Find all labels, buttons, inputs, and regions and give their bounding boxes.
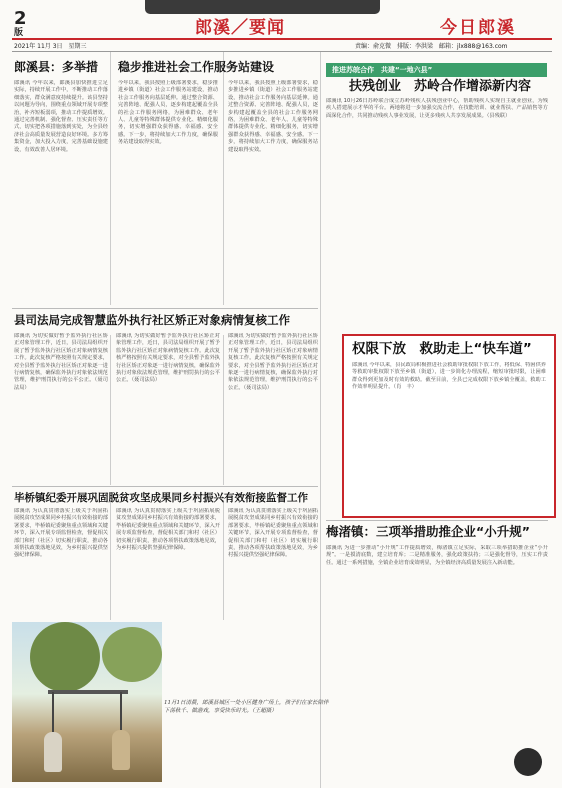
article-title: 扶残创业 苏岭合作增添新内容 — [348, 79, 531, 94]
column-divider — [223, 500, 224, 620]
section-divider — [12, 308, 318, 309]
page-number-digit: 2 — [14, 8, 27, 29]
article-title: 郎溪县：多举措 — [14, 60, 99, 74]
column-tag-label: 推进苏皖合作 共建“一地六县” — [332, 66, 433, 74]
photo-caption: 11月1日清晨，郎溪县城区一处小区健身广场上，孩子们在家长陪伴下荡秋千、做游戏，享受快乐时光。（王超摄） — [164, 700, 329, 714]
article-body: 郎溪讯 10月26日苏岭联合成立苏岭残疾人扶残创业中心，帮助残疾人实现自主就业创业，为残疾人搭建展示才华的平台。两地将进一步加强交流合作，在技能培训、就业帮扶、产品销售等方面深化合作，共同推动残疾人事业发展，让更多残疾人共享发展成果。（县残联） — [326, 98, 548, 119]
article-title: 稳步推进社会工作服务站建设 — [118, 60, 275, 74]
date-line: 2021年 11月 3日 星期三 — [14, 43, 87, 50]
section-divider — [12, 486, 318, 487]
article-title: 权限下放 救助走上“快车道” — [352, 341, 532, 357]
column-divider — [320, 52, 321, 788]
news-photo — [12, 622, 162, 782]
column-divider — [110, 500, 111, 620]
article-body-continued: 郎溪讯 为切实做好暂予监外执行社区矫正对象管理工作，近日，县司法局组织开展了暂予监外执行社区矫正对象病情复核工作。此次复核严格按照有关规定要求，对全县暂予监外执行社区矫正对象逐一进行病情复核，确保监外执行对象依法规范管理，维护刑罚执行的公平公正。（聂司法局） — [228, 333, 318, 391]
editor-line: 责编：俞克微 排版：李洪梁 邮箱：jlx888@163.com — [355, 43, 508, 50]
zoom-button[interactable] — [514, 748, 542, 776]
child-figure — [112, 730, 130, 770]
article-body: 今年以来，我县按照上级部署要求，稳步推进乡镇（街道）社会工作服务站建设，推动社会工作服务向基层延伸。通过整合资源、完善阵地、配强人员，逐步构建起覆盖全县的社会工作服务网络，为困难群众、老年人、儿童等特殊群体提供专业化、精细化服务，切实增强群众获得感、幸福感、安全感。下一步，将持续加大工作力度，确保服务站建设取得实效。 — [118, 80, 218, 146]
child-figure — [44, 732, 62, 772]
article-title: 梅渚镇：三项举措助推企业“小升规” — [326, 524, 530, 539]
article-body: 郎溪讯 为进一步推动“小升规”工作提质增效，梅渚镇立足实际，采取三项举措助推企业“小升规”。一是摸清底数，建立培育库；二是精准服务，强化政策扶持；三是强化督导，压实工作责任。通过一系列措施，全镇企业培育成效明显，为全镇经济高质量发展注入新动能。 — [326, 545, 548, 566]
article-body-continued: 郎溪讯 为切实做好暂予监外执行社区矫正对象管理工作，近日，县司法局组织开展了暂予监外执行社区矫正对象病情复核工作。此次复核严格按照有关规定要求，对全县暂予监外执行社区矫正对象逐一进行病情复核，确保监外执行对象依法规范管理，维护刑罚执行的公平公正。（聂司法局） — [116, 333, 220, 384]
section-title: 郎溪／要闻 — [195, 18, 285, 38]
column-divider — [110, 52, 111, 305]
article-body: 郎溪讯 为认真贯彻落实上级关于巩固拓展脱贫攻坚成果同乡村振兴有效衔接的部署要求，毕桥镇纪委聚焦重点领域和关键环节，深入开展专项监督检查，督促相关部门和村（社区）切实履行职责，推动各项帮扶政策落地见效，为乡村振兴提供坚强纪律保障。 — [14, 508, 108, 559]
swing-frame — [48, 690, 128, 694]
header-divider — [12, 51, 552, 52]
article-body-continued: 今年以来，我县按照上级部署要求，稳步推进乡镇（街道）社会工作服务站建设，推动社会工作服务向基层延伸。通过整合资源、完善阵地、配强人员，逐步构建起覆盖全县的社会工作服务网络，为困难群众、老年人、儿童等特殊群体提供专业化、精细化服务，切实增强群众获得感、幸福感、安全感。下一步，将持续加大工作力度，确保服务站建设取得实效。 — [228, 80, 318, 153]
page-number-unit: 版 — [14, 28, 24, 38]
page-number — [14, 10, 44, 38]
column-divider — [223, 335, 224, 485]
article-body: 郎溪讯 今年以来，县民政局积极推进社会救助审批权限下放工作，将低保、特困供养等救助审批权限下放至乡镇（街道），进一步简化办理流程，缩短审批时限，让困难群众得到更加及时有效的救助。截至目前，全县已完成权限下放乡镇全覆盖，救助工作效率明显提升。（肖 丰） — [352, 362, 546, 391]
column-divider — [110, 335, 111, 485]
column-divider — [223, 52, 224, 305]
article-title: 毕桥镇纪委开展巩固脱贫攻坚成果同乡村振兴有效衔接监督工作 — [14, 492, 308, 504]
column-tag — [326, 63, 547, 77]
article-body-continued: 郎溪讯 为认真贯彻落实上级关于巩固拓展脱贫攻坚成果同乡村振兴有效衔接的部署要求，毕桥镇纪委聚焦重点领域和关键环节，深入开展专项监督检查，督促相关部门和村（社区）切实履行职责，推动各项帮扶政策落地见效，为乡村振兴提供坚强纪律保障。 — [116, 508, 220, 552]
feature-box — [342, 334, 556, 518]
viewer-toolbar[interactable] — [145, 0, 380, 14]
section-divider — [326, 520, 548, 521]
article-body-continued: 郎溪讯 为认真贯彻落实上级关于巩固拓展脱贫攻坚成果同乡村振兴有效衔接的部署要求，毕桥镇纪委聚焦重点领域和关键环节，深入开展专项监督检查，督促相关部门和村（社区）切实履行职责，推动各项帮扶政策落地见效，为乡村振兴提供坚强纪律保障。 — [228, 508, 318, 559]
tree-shape — [102, 627, 162, 682]
header-rule — [12, 38, 552, 40]
article-body: 郎溪讯 为切实做好暂予监外执行社区矫正对象管理工作，近日，县司法局组织开展了暂予监外执行社区矫正对象病情复核工作。此次复核严格按照有关规定要求，对全县暂予监外执行社区矫正对象逐一进行病情复核，确保监外执行对象依法规范管理，维护刑罚执行的公平公正。（聂司法局） — [14, 333, 108, 391]
paper-name: 今日郎溪 — [440, 18, 516, 38]
article-title: 县司法局完成智慧监外执行社区矫正对象病情复核工作 — [14, 313, 290, 327]
article-body: 郎溪讯 今年以来，郎溪县加快推进立足实际，持续开展工作中，不断推动工作落细落实，群众满意度持续提升。该县坚持以问题为导向，围绕重点领域开展专项整治，补齐短板弱项，推动工作提质增效。通过完善机制、强化督查、压实责任等方式，切实把各项措施落到实处，为全县经济社会高质量发展营造良好环境。多方筹集资金，加大投入力度，完善基础设施建设，有效改善人居环境。 — [14, 80, 108, 153]
tree-shape — [30, 622, 100, 692]
